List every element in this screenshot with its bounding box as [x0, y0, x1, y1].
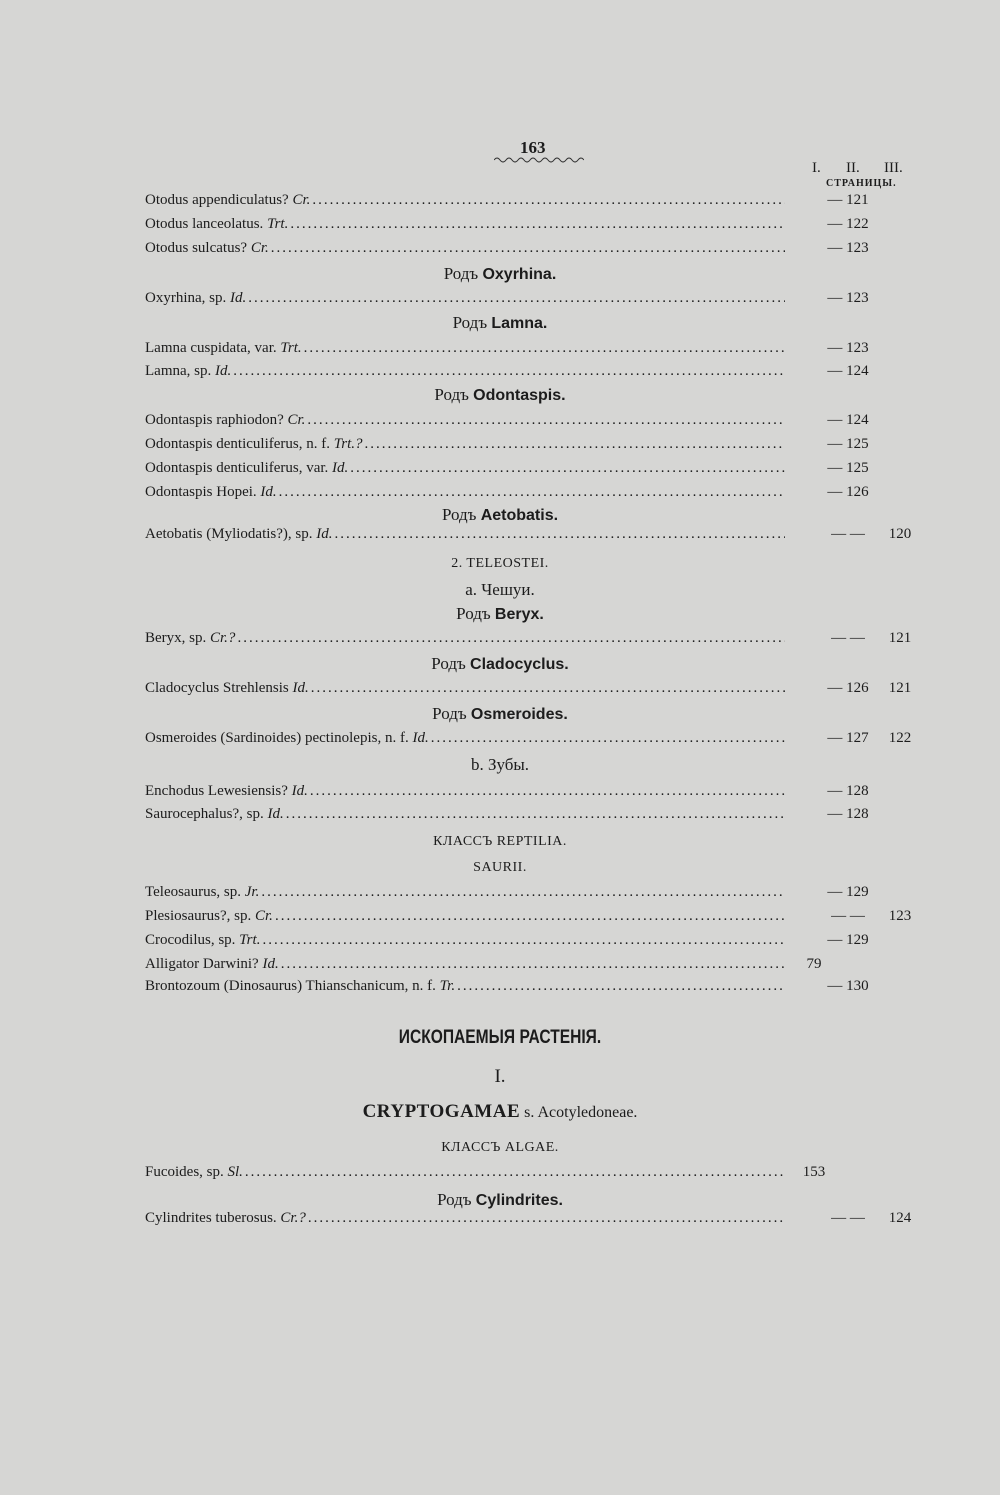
author-abbrev: Jr.	[244, 884, 260, 900]
species-name: Odontaspis denticuliferus, n. f. Trt.?	[145, 436, 363, 452]
author-abbrev: Cr.	[255, 908, 273, 924]
leader-dots	[290, 216, 785, 233]
genus-heading-cladocyclus: Родъ Cladocyclus.	[431, 654, 569, 673]
genus-heading-beryx: Родъ Beryx.	[456, 604, 544, 623]
author-abbrev: Trt.	[267, 216, 289, 232]
leader-dots	[275, 908, 785, 925]
leader-dots	[248, 290, 785, 307]
leader-dots	[310, 783, 785, 800]
index-entry	[145, 240, 785, 262]
author-abbrev: Id.	[230, 290, 247, 306]
page-ref-c3: 124	[888, 1210, 912, 1226]
page-ref-c3: 120	[888, 526, 912, 542]
index-entry	[145, 956, 785, 978]
page-ref-c2: — —	[831, 526, 865, 542]
genus-heading-oxyrhina: Родъ Oxyrhina.	[443, 264, 557, 283]
species-name: Osmeroides (Sardinoides) pectinolepis, n. f. Id.	[145, 730, 429, 746]
leader-dots	[307, 412, 785, 429]
index-entry	[145, 340, 785, 362]
page-ref-c2: — 128	[827, 783, 869, 799]
species-name: Beryx, sp. Cr.?	[145, 630, 236, 646]
leader-dots	[304, 340, 785, 357]
author-abbrev: Id.	[262, 956, 279, 972]
index-entry	[145, 460, 785, 482]
species-name: Oxyrhina, sp. Id.	[145, 290, 247, 306]
author-abbrev: Cr.?	[210, 630, 236, 646]
index-entry	[145, 783, 785, 805]
leader-dots	[281, 956, 785, 973]
leader-dots	[237, 630, 785, 647]
ornament-rule	[494, 156, 584, 164]
leader-dots	[457, 978, 785, 995]
species-name: Cladocyclus Strehlensis Id.	[145, 680, 309, 696]
page-ref-c2: — 123	[827, 340, 869, 356]
species-name: Alligator Darwini? Id.	[145, 956, 279, 972]
species-name: Otodus sulcatus? Cr.	[145, 240, 269, 256]
page-ref-c3: 123	[888, 908, 912, 924]
author-abbrev: Cr.?	[280, 1210, 306, 1226]
index-entry	[145, 526, 785, 548]
species-name: Odontaspis denticuliferus, var. Id.	[145, 460, 349, 476]
index-entry	[145, 806, 785, 828]
author-abbrev: Id.	[260, 484, 277, 500]
species-name: Lamna, sp. Id.	[145, 363, 232, 379]
page-ref-c2: — —	[831, 1210, 865, 1226]
page-ref-c3: 122	[888, 730, 912, 746]
page-ref-c2: — 126	[827, 680, 869, 696]
index-entry	[145, 192, 785, 214]
author-abbrev: Cr.	[287, 412, 306, 428]
index-entry	[145, 630, 785, 652]
page-ref-c2: — 129	[827, 932, 869, 948]
leader-dots	[334, 526, 785, 543]
index-entry	[145, 1210, 785, 1232]
index-entry	[145, 680, 785, 702]
index-entry	[145, 978, 785, 1000]
author-abbrev: Cr.	[292, 192, 311, 208]
author-abbrev: Trt.	[280, 340, 302, 356]
leader-dots	[245, 1164, 785, 1181]
leader-dots	[286, 806, 785, 823]
genus-heading-osmeroides: Родъ Osmeroides.	[432, 704, 568, 723]
page-ref-c2: — 122	[827, 216, 869, 232]
page-ref-c2: — 124	[827, 412, 869, 428]
page-ref-c2: — 124	[827, 363, 869, 379]
leader-dots	[365, 436, 786, 453]
leader-dots	[271, 240, 785, 257]
leader-dots	[350, 460, 785, 477]
page-ref-c2: — —	[831, 630, 865, 646]
page-ref-c2: — 126	[827, 484, 869, 500]
page-number: 163	[520, 138, 546, 157]
index-entry	[145, 884, 785, 906]
column-header-1: I.	[812, 160, 821, 176]
column-header-3: III.	[884, 160, 903, 176]
leader-dots	[431, 730, 785, 747]
page-ref-c3: 121	[888, 630, 912, 646]
species-name: Lamna cuspidata, var. Trt.	[145, 340, 302, 356]
page-ref-c2: — 125	[827, 460, 869, 476]
author-abbrev: Id.	[267, 806, 284, 822]
leader-dots	[279, 484, 785, 501]
author-abbrev: Trt.?	[333, 436, 363, 452]
author-abbrev: Sl.	[227, 1164, 243, 1180]
species-name: Crocodilus, sp. Trt.	[145, 932, 261, 948]
index-entry	[145, 484, 785, 506]
leader-dots	[312, 192, 785, 209]
division-heading-cryptogamae: CRYPTOGAMAE s. Acotyledoneae.	[362, 1101, 638, 1122]
class-heading-algae: КЛАССЪ ALGAE.	[441, 1140, 559, 1155]
page-ref-c2: — 123	[827, 290, 869, 306]
author-abbrev: Cr.	[250, 240, 269, 256]
species-name: Aetobatis (Myliodatis?), sp. Id.	[145, 526, 333, 542]
genus-heading-odontaspis: Родъ Odontaspis.	[434, 385, 566, 404]
species-name: Brontozoum (Dinosaurus) Thianschanicum, n. f. Tr.	[145, 978, 456, 994]
species-name: Fucoides, sp. Sl.	[145, 1164, 243, 1180]
author-abbrev: Id.	[316, 526, 333, 542]
author-abbrev: Tr.	[439, 978, 456, 994]
page-ref-c2: — 123	[827, 240, 869, 256]
section-heading-fossil-plants: ИСКОПАЕМЫЯ РАСТЕНІЯ.	[398, 1027, 602, 1048]
index-entry	[145, 932, 785, 954]
genus-heading-aetobatis: Родъ Aetobatis.	[441, 505, 559, 524]
section-heading-teleostei: 2. TELEOSTEI.	[451, 556, 549, 571]
section-number: I.	[494, 1066, 506, 1087]
author-abbrev: Id.	[291, 783, 308, 799]
genus-heading-cylindrites: Родъ Cylindrites.	[437, 1190, 563, 1209]
page-ref-c1: 79	[806, 956, 822, 972]
subsection-heading-teeth: b. Зубы.	[470, 755, 530, 774]
species-name: Saurocephalus?, sp. Id.	[145, 806, 284, 822]
page-ref-c2: — 130	[827, 978, 869, 994]
page-ref-c2: — 127	[827, 730, 869, 746]
order-heading-saurii: SAURII.	[473, 860, 527, 875]
species-name: Odontaspis raphiodon? Cr.	[145, 412, 306, 428]
class-heading-reptilia: КЛАССЪ REPTILIA.	[433, 834, 567, 849]
index-entry	[145, 412, 785, 434]
leader-dots	[233, 363, 785, 380]
species-name: Enchodus Lewesiensis? Id.	[145, 783, 308, 799]
author-abbrev: Id.	[292, 680, 309, 696]
column-subheader: СТРАНИЦЫ.	[826, 178, 897, 189]
leader-dots	[308, 1210, 785, 1227]
species-name: Teleosaurus, sp. Jr.	[145, 884, 260, 900]
index-entry	[145, 1164, 785, 1186]
index-entry	[145, 363, 785, 385]
species-name: Otodus lanceolatus. Trt.	[145, 216, 289, 232]
leader-dots	[311, 680, 785, 697]
page-ref-c1: 153	[802, 1164, 826, 1180]
page-ref-c2: — 129	[827, 884, 869, 900]
author-abbrev: Id.	[412, 730, 429, 746]
index-entry	[145, 730, 785, 752]
page-ref-c2: — —	[831, 908, 865, 924]
species-name: Otodus appendiculatus? Cr.	[145, 192, 311, 208]
species-name: Odontaspis Hopei. Id.	[145, 484, 277, 500]
page-ref-c2: — 121	[827, 192, 869, 208]
index-entry	[145, 908, 785, 930]
author-abbrev: Id.	[332, 460, 349, 476]
genus-heading-lamna: Родъ Lamna.	[452, 313, 548, 332]
leader-dots	[261, 884, 785, 901]
author-abbrev: Id.	[214, 363, 232, 379]
index-entry	[145, 216, 785, 238]
page-ref-c2: — 125	[827, 436, 869, 452]
page-ref-c2: — 128	[827, 806, 869, 822]
author-abbrev: Trt.	[239, 932, 261, 948]
column-header-2: II.	[846, 160, 860, 176]
page-ref-c3: 121	[888, 680, 912, 696]
species-name: Cylindrites tuberosus. Cr.?	[145, 1210, 306, 1226]
index-entry	[145, 436, 785, 458]
index-entry	[145, 290, 785, 312]
leader-dots	[262, 932, 785, 949]
species-name: Plesiosaurus?, sp. Cr.	[145, 908, 273, 924]
subsection-heading-scales: a. Чешуи.	[465, 580, 535, 599]
